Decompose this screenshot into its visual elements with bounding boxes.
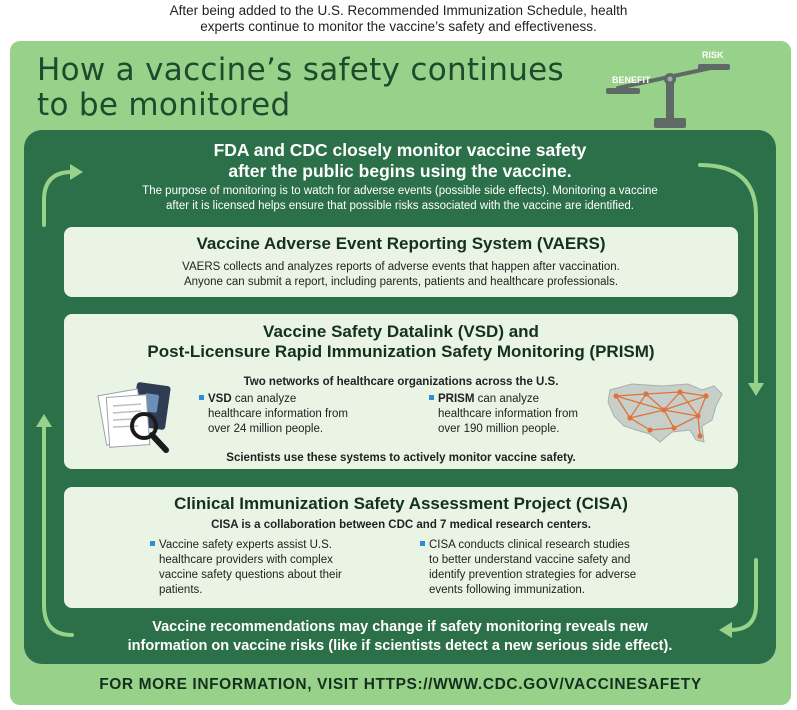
cisa-bullet-2-line-1: CISA conducts clinical research studies: [429, 539, 630, 551]
page-title-line-2: to be monitored: [37, 87, 291, 123]
cisa-bullet-1-line-4: patients.: [159, 584, 203, 596]
bullet-square-icon: [429, 395, 434, 400]
cisa-bullet-1: [150, 538, 342, 598]
intro-line-2: experts continue to monitor the vaccine’s safety and effectiveness.: [200, 19, 597, 34]
more-info-link[interactable]: FOR MORE INFORMATION, VISIT HTTPS://WWW.CDC.GOV/VACCINESAFETY: [99, 676, 702, 693]
cisa-subtitle: CISA is a collaboration between CDC and 7 medical research centers.: [211, 519, 591, 531]
recommendation-note-line-2: information on vaccine risks (like if scientists detect a new serious side effect).: [127, 638, 673, 654]
vaers-title: Vaccine Adverse Event Reporting System (VAERS): [196, 234, 606, 253]
recommendation-note-line-1: Vaccine recommendations may change if safety monitoring reveals new: [152, 619, 648, 635]
prism-bullet-label: PRISM: [438, 393, 475, 405]
monitor-title-line-1: FDA and CDC closely monitor vaccine safety: [213, 140, 587, 160]
vsd-bullet-label: VSD: [208, 393, 232, 405]
vaers-card: [64, 227, 738, 297]
bullet-square-icon: [420, 541, 425, 546]
monitor-description-line-2: after it is licensed helps ensure that possible risks associated with the vaccine are identified.: [166, 200, 634, 212]
vsd-bullet: [199, 392, 348, 437]
scale-benefit-label: BENEFIT: [612, 75, 651, 85]
vsd-prism-closing: Scientists use these systems to actively monitor vaccine safety.: [226, 452, 576, 464]
monitor-description: [40, 184, 760, 214]
documents-magnifier-icon: [94, 378, 178, 456]
vsd-prism-card: [64, 314, 738, 469]
cisa-title: Clinical Immunization Safety Assessment Project (CISA): [174, 494, 628, 513]
monitor-title-line-2: after the public begins using the vaccine.: [228, 161, 572, 181]
cisa-card: [64, 487, 738, 608]
vsd-prism-title: [64, 322, 738, 362]
recommendation-note: [40, 618, 760, 656]
monitor-description-line-1: The purpose of monitoring is to watch for adverse events (possible side effects). Monitoring a vaccine: [142, 185, 658, 197]
vaers-description-line-1: VAERS collects and analyzes reports of adverse events that happen after vaccination.: [182, 261, 620, 273]
cisa-bullet-1-line-2: healthcare providers with complex: [159, 554, 333, 566]
cisa-bullet-1-line-3: vaccine safety questions about their: [159, 569, 342, 581]
cisa-bullet-2-line-2: to better understand vaccine safety and: [429, 554, 631, 566]
prism-bullet: [429, 392, 578, 437]
scale-risk-label: RISK: [702, 50, 724, 60]
vaers-description-line-2: Anyone can submit a report, including parents, patients and healthcare professionals.: [183, 276, 619, 288]
vsd-prism-title-line-1: Vaccine Safety Datalink (VSD) and: [263, 322, 539, 341]
prism-bullet-line-3: over 190 million people.: [438, 423, 560, 435]
vsd-bullet-line-3: over 24 million people.: [208, 423, 324, 435]
bullet-square-icon: [199, 395, 204, 400]
vsd-prism-title-line-2: Post-Licensure Rapid Immunization Safety Monitoring (PRISM): [147, 342, 655, 361]
cisa-bullet-2: [420, 538, 636, 598]
vsd-bullet-line-1: can analyze: [231, 393, 297, 405]
vsd-bullet-line-2: healthcare information from: [208, 408, 348, 420]
page-title: [37, 53, 564, 123]
monitor-title: [40, 140, 760, 182]
cisa-bullet-2-line-3: identify prevention strategies for adverse: [429, 569, 637, 581]
balance-scale-icon: [598, 46, 738, 132]
us-network-map-icon: [602, 376, 728, 450]
cisa-bullet-1-line-1: Vaccine safety experts assist U.S.: [159, 539, 332, 551]
intro-line-1: After being added to the U.S. Recommended Immunization Schedule, health: [169, 3, 628, 18]
prism-bullet-line-1: can analyze: [474, 393, 539, 405]
cisa-bullet-2-line-4: events following immunization.: [429, 584, 585, 596]
vaers-description: [64, 260, 738, 290]
prism-bullet-line-2: healthcare information from: [438, 408, 578, 420]
page-title-line-1: How a vaccine’s safety continues: [37, 52, 564, 88]
vsd-prism-subtitle: Two networks of healthcare organizations across the U.S.: [243, 376, 559, 388]
bullet-square-icon: [150, 541, 155, 546]
intro-text: [0, 3, 797, 35]
